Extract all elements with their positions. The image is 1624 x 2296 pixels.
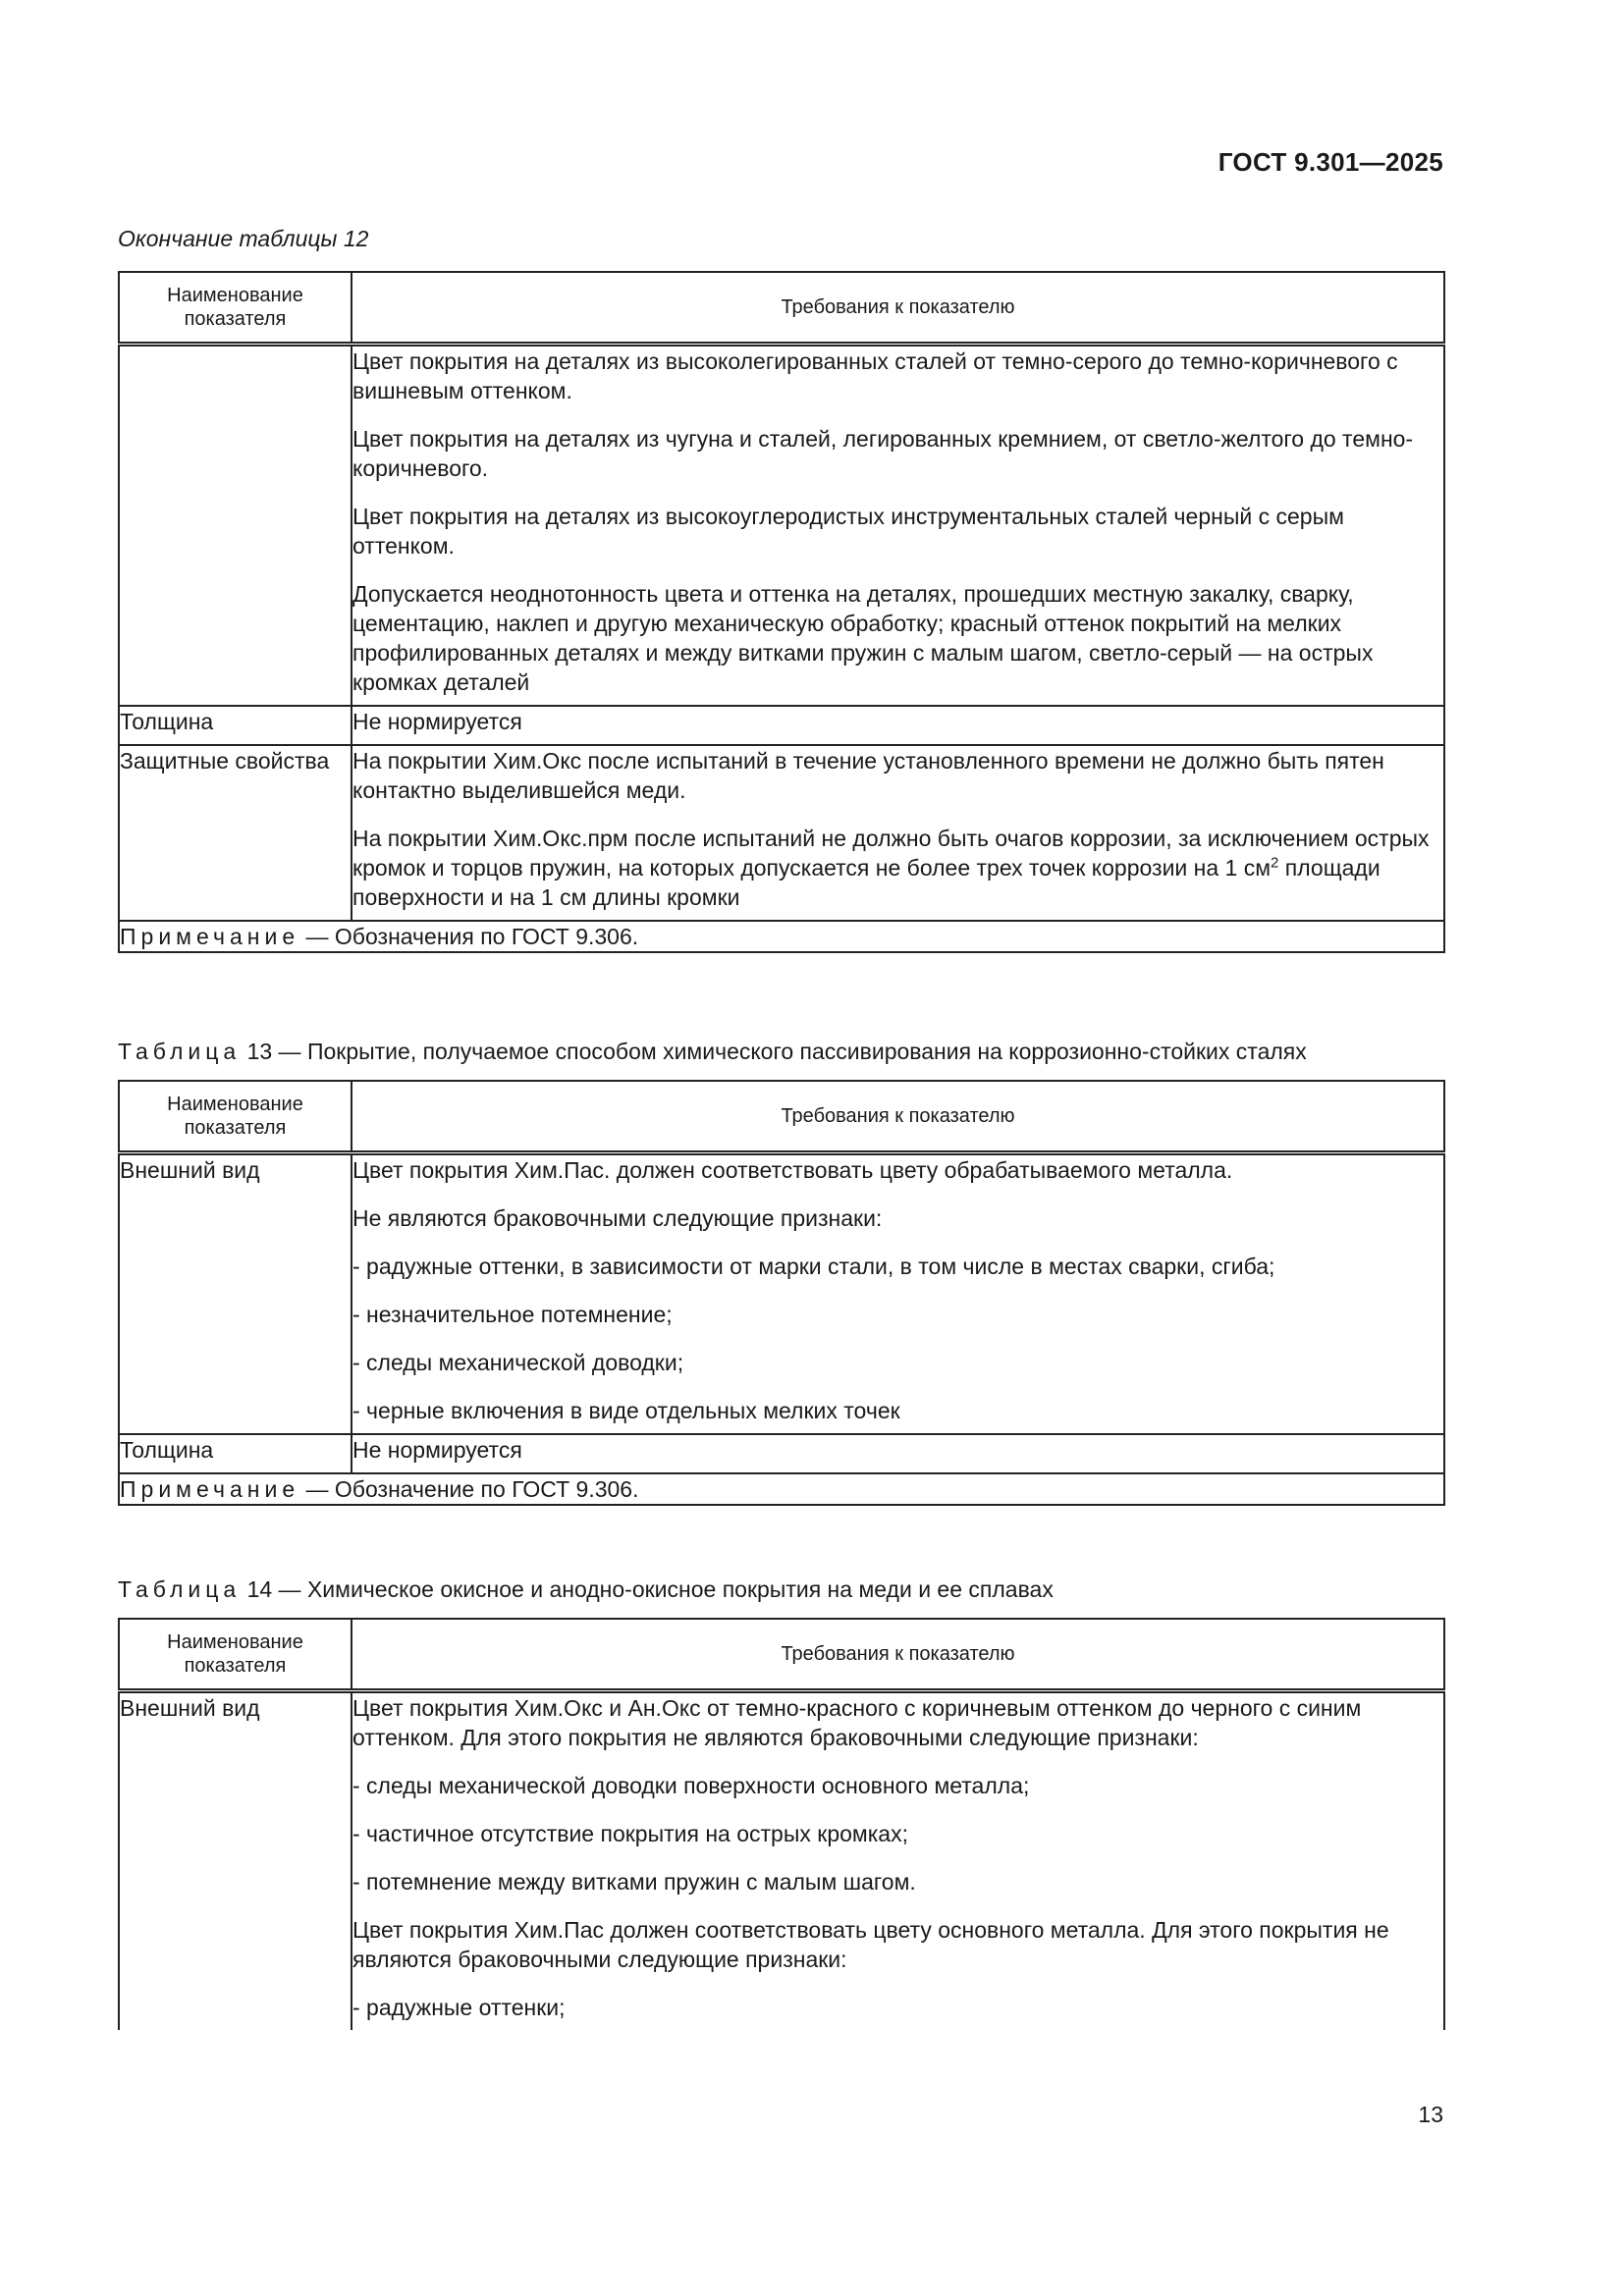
req-paragraph: Цвет покрытия Хим.Пас. должен соответствовать цвету обрабатываемого металла.: [352, 1157, 1233, 1183]
req-cell: [352, 706, 1444, 745]
req-paragraph: - следы механической доводки;: [352, 1350, 684, 1375]
req-paragraph: - черные включения в виде отдельных мелких точек: [352, 1398, 900, 1423]
param-cell: Внешний вид: [119, 1153, 352, 1435]
header-param: Наименование показателя: [119, 1081, 352, 1153]
param-cell: [119, 345, 352, 707]
note-row: [119, 1473, 1444, 1505]
req-text: площади поверхности и на 1 см длины кромки: [352, 855, 1380, 910]
table-row: [119, 1153, 1444, 1435]
header-req: Требования к показателю: [352, 272, 1444, 345]
req-paragraph: - потемнение между витками пружин с малым шагом.: [352, 1869, 916, 1895]
table-header-row: [119, 272, 1444, 345]
table-14-caption: [118, 1576, 1054, 1603]
table-row: [119, 1434, 1444, 1473]
caption-word: Таблица: [118, 1039, 242, 1064]
req-cell: [352, 1434, 1444, 1473]
note-text: — Обозначения по ГОСТ 9.306.: [299, 924, 639, 949]
param-cell: Толщина: [119, 1434, 352, 1473]
req-paragraph: Цвет покрытия Хим.Пас должен соответствовать цвету основного металла. Для этого покрытия не являются браковочными следующие признаки:: [352, 1917, 1389, 1972]
table-13: [118, 1080, 1445, 1506]
header-param: Наименование показателя: [119, 1619, 352, 1691]
note-label: Примечание: [120, 924, 300, 949]
req-paragraph: - радужные оттенки, в зависимости от марки стали, в том числе в местах сварки, сгиба;: [352, 1254, 1275, 1279]
param-cell: Толщина: [119, 706, 352, 745]
table-row: [119, 745, 1444, 921]
param-cell: Защитные свойства: [119, 745, 352, 921]
req-paragraph: Не нормируется: [352, 1437, 522, 1463]
superscript: 2: [1271, 854, 1279, 872]
req-paragraph: На покрытии Хим.Окс после испытаний в течение установленного времени не должно быть пятен контактно выделившейся меди.: [352, 748, 1384, 803]
note-row: [119, 921, 1444, 952]
note-cell: [119, 921, 1444, 952]
req-paragraph: Не являются браковочными следующие признаки:: [352, 1205, 883, 1231]
page-number: 13: [1418, 2102, 1443, 2127]
req-paragraph: Допускается неоднотонность цвета и оттенка на деталях, прошедших местную закалку, сварку, цементацию, наклеп и другую механическую обработку; красный оттенок покрытий на мелких профилированных деталях и между витками пружин с малым шагом, светло-серый — на острых кромках деталей: [352, 581, 1374, 695]
req-cell: [352, 345, 1444, 707]
table-row: [119, 345, 1444, 707]
req-paragraph: - частичное отсутствие покрытия на острых кромках;: [352, 1821, 908, 1846]
req-paragraph: Цвет покрытия Хим.Окс и Ан.Окс от темно-красного с коричневым оттенком до черного с синим оттенком. Для этого покрытия не являются браковочными следующие признаки:: [352, 1695, 1362, 1750]
caption-text: 14 — Химическое окисное и анодно-окисное покрытия на меди и ее сплавах: [241, 1576, 1054, 1602]
header-param: Наименование показателя: [119, 272, 352, 345]
req-paragraph: [352, 824, 1443, 912]
caption-word: Таблица: [118, 1576, 242, 1602]
req-text: На покрытии Хим.Окс.прм после испытаний не должно быть очагов коррозии, за исключением острых кромок и торцов пружин, на которых допускается не более трех точек коррозии на 1 см: [352, 826, 1430, 881]
note-label: Примечание: [120, 1476, 300, 1502]
caption-text: 13 — Покрытие, получаемое способом химического пассивирования на коррозионно-стойких сталях: [241, 1039, 1307, 1064]
table-row: [119, 1691, 1444, 2031]
req-cell: [352, 745, 1444, 921]
document-code: ГОСТ 9.301—2025: [1218, 147, 1443, 177]
note-cell: [119, 1473, 1444, 1505]
table-continuation-caption: Окончание таблицы 12: [118, 226, 369, 251]
req-paragraph: Цвет покрытия на деталях из высокоуглеродистых инструментальных сталей черный с серым оттенком.: [352, 504, 1344, 559]
req-paragraph: Не нормируется: [352, 709, 522, 734]
table-12: [118, 271, 1445, 953]
req-cell: [352, 1691, 1444, 2031]
req-paragraph: - следы механической доводки поверхности основного металла;: [352, 1773, 1030, 1798]
param-cell: Внешний вид: [119, 1691, 352, 2031]
table-header-row: [119, 1619, 1444, 1691]
req-cell: [352, 1153, 1444, 1435]
header-req: Требования к показателю: [352, 1081, 1444, 1153]
req-paragraph: Цвет покрытия на деталях из чугуна и сталей, легированных кремнием, от светло-желтого до темно-коричневого.: [352, 426, 1414, 481]
table-header-row: [119, 1081, 1444, 1153]
req-paragraph: - радужные оттенки;: [352, 1995, 566, 2020]
table-row: [119, 706, 1444, 745]
table-14: [118, 1618, 1445, 2030]
req-paragraph: - незначительное потемнение;: [352, 1302, 673, 1327]
table-13-caption: [118, 1039, 1307, 1065]
note-text: — Обозначение по ГОСТ 9.306.: [299, 1476, 639, 1502]
req-paragraph: Цвет покрытия на деталях из высоколегированных сталей от темно-серого до темно-коричневого с вишневым оттенком.: [352, 348, 1398, 403]
header-req: Требования к показателю: [352, 1619, 1444, 1691]
